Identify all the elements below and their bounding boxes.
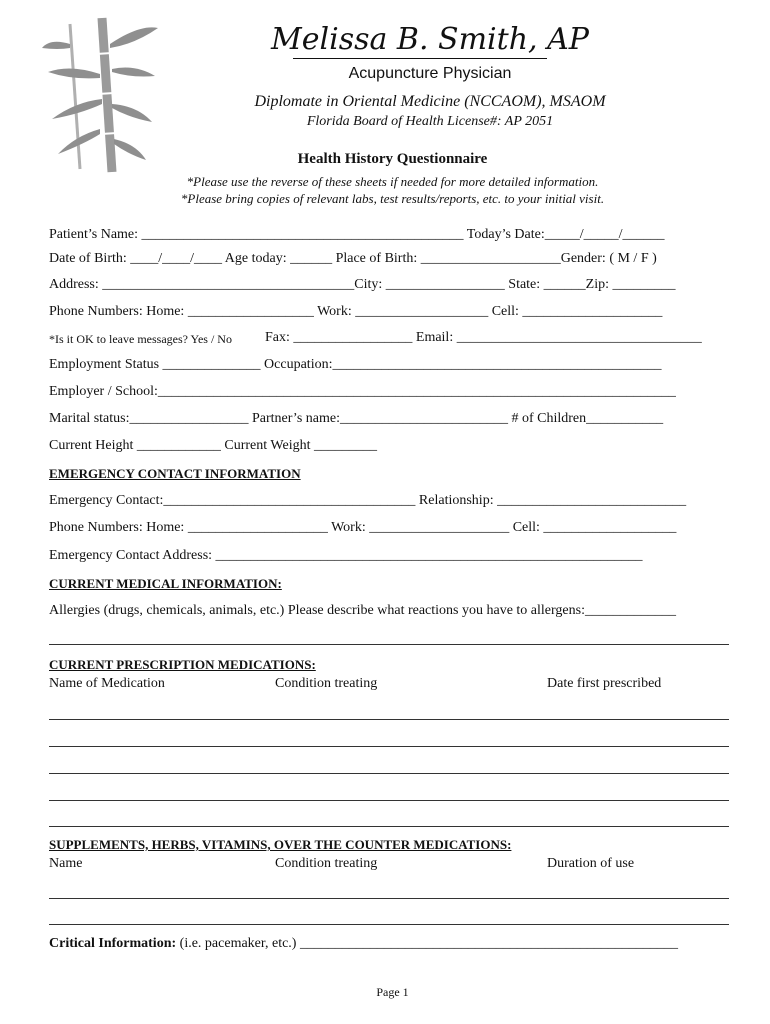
form-title: Health History Questionnaire [297, 151, 488, 167]
name-underline [293, 58, 547, 59]
rx-line[interactable] [49, 773, 729, 774]
rx-line[interactable] [49, 800, 729, 801]
page-number: Page 1 [376, 985, 409, 999]
critical-info-label: Critical Information: [49, 936, 177, 951]
address-line[interactable]: Address: ____________________________________City: _________________ State: ______Zip: _________ [49, 277, 676, 292]
note-reverse: *Please use the reverse of these sheets if needed for more detailed information. [186, 174, 599, 189]
medical-heading: CURRENT MEDICAL INFORMATION: [49, 576, 282, 591]
emergency-heading: EMERGENCY CONTACT INFORMATION [49, 466, 301, 481]
supp-col-name: Name [49, 856, 83, 871]
rx-col-date: Date first prescribed [547, 676, 662, 691]
supp-line[interactable] [49, 898, 729, 899]
practitioner-title: Acupuncture Physician [348, 65, 512, 82]
supp-col-duration: Duration of use [547, 856, 635, 871]
prescriptions-heading: CURRENT PRESCRIPTION MEDICATIONS: [49, 657, 316, 672]
fax-email-line[interactable]: Fax: _________________ Email: ___________________________________ [265, 330, 702, 345]
emergency-address-line[interactable]: Emergency Contact Address: _____________________________________________________________ [49, 548, 643, 563]
patient-name-line[interactable]: Patient’s Name: ______________________________________________ Today’s Date:_____/_____/______ [49, 227, 665, 242]
allergies-blank-line[interactable] [49, 644, 729, 645]
supp-col-condition: Condition treating [275, 856, 378, 871]
employment-line[interactable]: Employment Status ______________ Occupation:_______________________________________________ [49, 357, 662, 372]
dob-line[interactable]: Date of Birth: ____/____/____ Age today: ______ Place of Birth: ____________________Gender: ( M / F ) [49, 251, 657, 266]
note-labs: *Please bring copies of relevant labs, test results/reports, etc. to your initial visit. [180, 191, 605, 206]
license-line: Florida Board of Health License#: AP 2051 [306, 114, 554, 129]
rx-line[interactable] [49, 719, 729, 720]
allergies-line[interactable]: Allergies (drugs, chemicals, animals, etc.) Please describe what reactions you have to allergens:_____________ [49, 603, 676, 618]
supp-line[interactable] [49, 924, 729, 925]
employer-line[interactable]: Employer / School:__________________________________________________________________________ [49, 384, 676, 399]
critical-info-line[interactable] [49, 936, 678, 952]
emergency-phone-line[interactable]: Phone Numbers: Home: ____________________ Work: ____________________ Cell: ___________________ [49, 520, 677, 535]
diplomate-line: Diplomate in Oriental Medicine (NCCAOM), MSAOM [254, 93, 606, 110]
rx-col-condition: Condition treating [275, 676, 378, 691]
emergency-contact-line[interactable]: Emergency Contact:____________________________________ Relationship: ___________________________ [49, 493, 687, 508]
rx-line[interactable] [49, 746, 729, 747]
critical-info-text: (i.e. pacemaker, etc.) ______________________________________________________ [176, 936, 678, 951]
marital-line[interactable]: Marital status:_________________ Partner’s name:________________________ # of Children___________ [49, 411, 664, 426]
height-weight-line[interactable]: Current Height ____________ Current Weight _________ [49, 438, 377, 453]
rx-col-name: Name of Medication [49, 676, 165, 691]
supplements-heading: SUPPLEMENTS, HERBS, VITAMINS, OVER THE COUNTER MEDICATIONS: [49, 837, 512, 852]
practitioner-name: Melissa B. Smith, AP [271, 22, 589, 57]
messages-ok-line[interactable]: *Is it OK to leave messages? Yes / No [49, 332, 232, 346]
rx-line[interactable] [49, 826, 729, 827]
phone-line[interactable]: Phone Numbers: Home: __________________ Work: ___________________ Cell: ____________________ [49, 304, 663, 319]
